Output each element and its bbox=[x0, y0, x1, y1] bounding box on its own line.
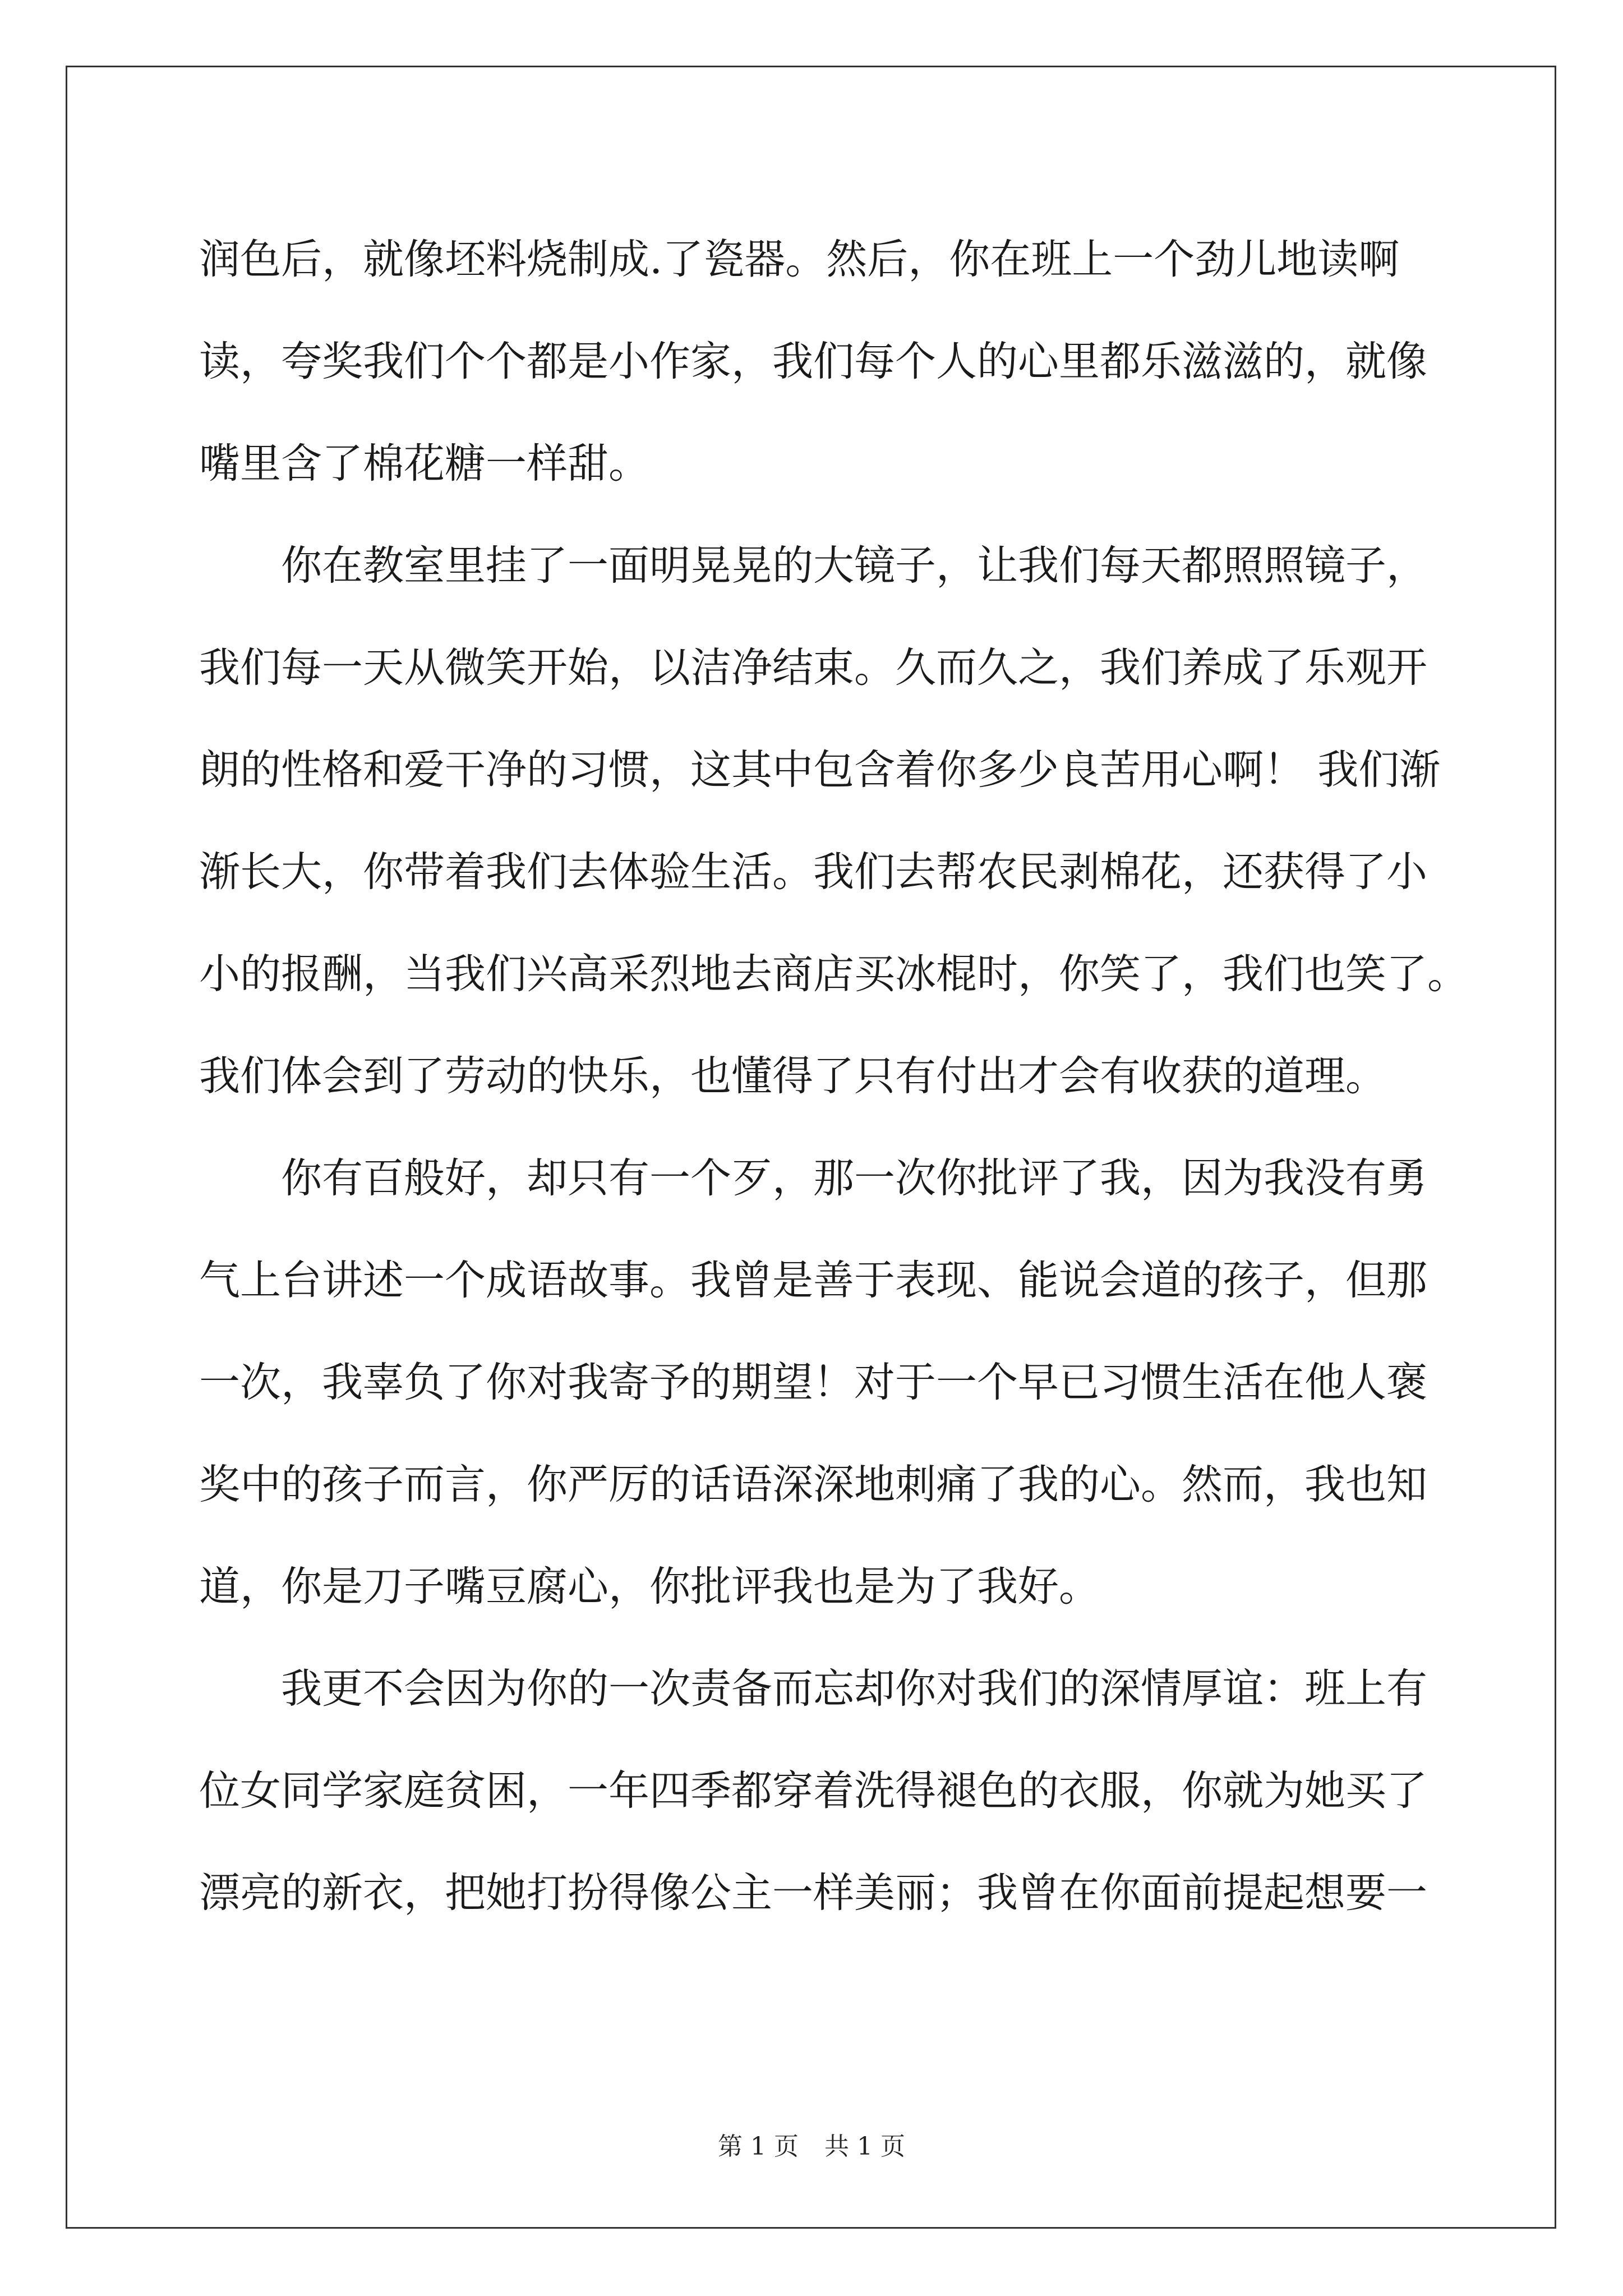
text-line: 我们每一天从微笑开始，以洁净结束。久而久之，我们养成了乐观开 bbox=[199, 644, 1427, 692]
text-line: 渐长大，你带着我们去体验生活。我们去帮农民剥棉花，还获得了小 bbox=[199, 848, 1427, 896]
text-line: 一次，我辜负了你对我寄予的期望！对于一个早已习惯生活在他人褒 bbox=[199, 1359, 1427, 1406]
text-line: 润色后，就像坯料烧制成.了瓷器。然后，你在班上一个劲儿地读啊 bbox=[199, 236, 1400, 283]
paragraph-start-line: 你有百般好，却只有一个歹，那一次你批评了我，因为我没有勇 bbox=[281, 1154, 1427, 1202]
paragraph-start-line: 你在教室里挂了一面明晃晃的大镜子，让我们每天都照照镜子， bbox=[281, 542, 1427, 590]
text-line: 气上台讲述一个成语故事。我曾是善于表现、能说会道的孩子，但那 bbox=[199, 1257, 1427, 1304]
paragraph-start-line: 我更不会因为你的一次责备而忘却你对我们的深情厚谊：班上有 bbox=[281, 1665, 1427, 1713]
text-line: 读，夸奖我们个个都是小作家，我们每个人的心里都乐滋滋的，就像 bbox=[199, 338, 1427, 385]
text-line: 道，你是刀子嘴豆腐心，你批评我也是为了我好。 bbox=[199, 1563, 1100, 1611]
text-line: 漂亮的新衣，把她打扮得像公主一样美丽；我曾在你面前提起想要一 bbox=[199, 1869, 1427, 1917]
text-line: 朗的性格和爱干净的习惯，这其中包含着你多少良苦用心啊！ 我们渐 bbox=[199, 746, 1441, 794]
text-line: 小的报酬，当我们兴高采烈地去商店买冰棍时，你笑了，我们也笑了。 bbox=[199, 950, 1468, 998]
page-footer bbox=[0, 2126, 1623, 2162]
page-number-total: 共 1 页 bbox=[824, 2132, 905, 2161]
text-line: 嘴里含了棉花糖一样甜。 bbox=[199, 440, 649, 487]
document-body bbox=[199, 209, 1468, 1944]
page-number-current: 第 1 页 bbox=[718, 2132, 799, 2161]
text-line: 位女同学家庭贫困，一年四季都穿着洗得褪色的衣服，你就为她买了 bbox=[199, 1767, 1427, 1815]
text-line: 我们体会到了劳动的快乐，也懂得了只有付出才会有收获的道理。 bbox=[199, 1052, 1386, 1100]
text-line: 奖中的孩子而言，你严厉的话语深深地刺痛了我的心。然而，我也知 bbox=[199, 1461, 1427, 1508]
